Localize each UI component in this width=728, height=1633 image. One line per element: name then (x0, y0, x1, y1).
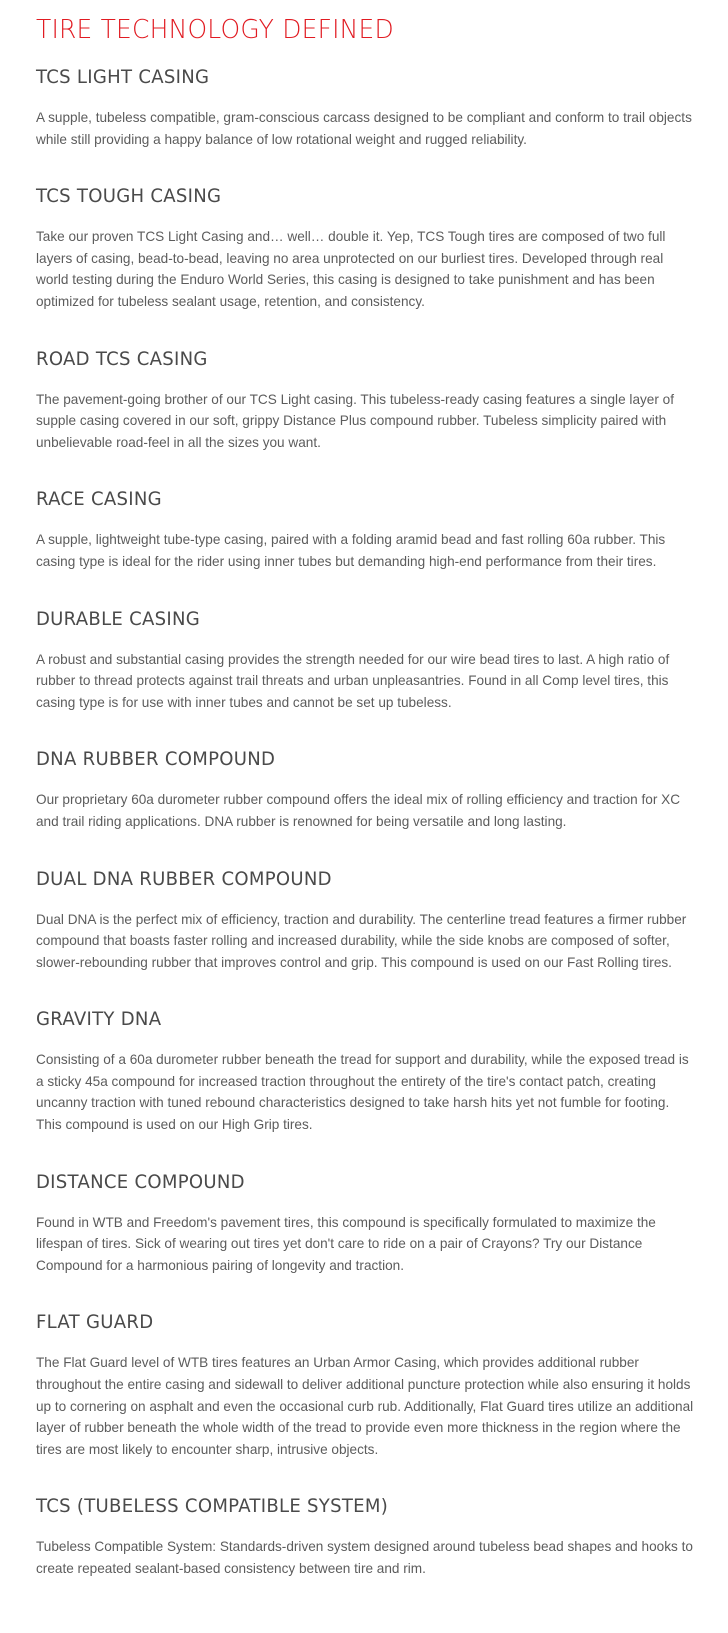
section-body: Dual DNA is the perfect mix of efficiency, traction and durability. The centerline tread features a firmer rubber compound that boasts faster rolling and increased durability, while the side knobs are composed of softer, slower-rebounding rubber that improves control and grip. This compound is used on our Fast Rolling tires. (36, 911, 687, 970)
section-body: Our proprietary 60a durometer rubber compound offers the ideal mix of rolling efficiency and traction for XC and trail riding applications. DNA rubber is renowned for being versatile and long lasting. (36, 792, 681, 829)
section-durable-casing (36, 606, 692, 714)
section-heading: RACE CASING (36, 488, 162, 511)
section-heading: DURABLE CASING (36, 607, 201, 630)
page-title: TIRE TECHNOLOGY DEFINED (36, 15, 394, 45)
section-heading: DNA RUBBER COMPOUND (36, 748, 276, 771)
section-body: Consisting of a 60a durometer rubber beneath the tread for support and durability, while the exposed tread is a sticky 45a compound for increased traction throughout the entirety of the tire's contact patch, creating uncanny traction with tuned rebound characteristics designed to take harsh hits yet not fumble for footing. This compound is used on our High Grip tires. (36, 1052, 689, 1133)
section-road-tcs-casing (36, 346, 692, 454)
section-body: The pavement-going brother of our TCS Light casing. This tubeless-ready casing features a single layer of supple casing covered in our soft, grippy Distance Plus compound rubber. Tubeless simplicity paired with unbelievable road-feel in all the sizes you want. (36, 391, 674, 450)
section-heading: TCS LIGHT CASING (36, 66, 210, 88)
section-gravity-dna (36, 1006, 692, 1135)
section-heading: FLAT GUARD (36, 1311, 154, 1334)
section-heading: GRAVITY DNA (36, 1008, 162, 1031)
section-tcs-tough-casing (36, 183, 692, 312)
section-tcs-light-casing (36, 64, 692, 150)
section-body: A robust and substantial casing provides the strength needed for our wire bead tires to last. A high ratio of rubber to thread protects against trail threats and urban unpleasantries. Found in all Comp level tires, this casing type is for use with inner tubes and cannot be set up tubeless. (36, 651, 670, 710)
section-body: Tubeless Compatible System: Standards-driven system designed around tubeless bead shapes and hooks to create repeated sealant-based consistency between tire and rim. (36, 1539, 693, 1576)
section-heading: ROAD TCS CASING (36, 347, 208, 370)
section-heading: DISTANCE COMPOUND (36, 1170, 245, 1193)
section-flat-guard (36, 1309, 692, 1460)
section-dna-rubber-compound (36, 746, 692, 832)
section-body: A supple, lightweight tube-type casing, paired with a folding aramid bead and fast rolling 60a rubber. This casing type is ideal for the rider using inner tubes but demanding high-end performance from their tires. (36, 532, 666, 569)
section-race-casing (36, 486, 692, 572)
section-distance-compound (36, 1169, 692, 1277)
section-heading: TCS TOUGH CASING (36, 185, 222, 208)
section-body: Found in WTB and Freedom's pavement tires, this compound is specifically formulated to maximize the lifespan of tires. Sick of wearing out tires yet don't care to ride on a pair of Crayons? Try our Distance Compound for a harmonious pairing of longevity and traction. (36, 1214, 656, 1273)
section-body: The Flat Guard level of WTB tires features an Urban Armor Casing, which provides additional rubber throughout the entire casing and sidewall to deliver additional puncture protection while also ensuring it holds up to cornering on asphalt and even the occasional curb rub. Additionally, Flat Guard tires utilize an additional layer of rubber beneath the whole width of the tread to provide even more thickness in the region where the tires are most likely to encounter sharp, intrusive objects. (36, 1355, 694, 1457)
section-tcs-tubeless-compatible-system (36, 1493, 692, 1579)
section-body: A supple, tubeless compatible, gram-conscious carcass designed to be compliant and conform to trail objects while still providing a happy balance of low rotational weight and rugged reliability. (36, 110, 692, 147)
section-heading: TCS (TUBELESS COMPATIBLE SYSTEM) (36, 1495, 389, 1518)
section-dual-dna-rubber-compound (36, 866, 692, 974)
section-heading: DUAL DNA RUBBER COMPOUND (36, 867, 332, 890)
section-body: Take our proven TCS Light Casing and… well… double it. Yep, TCS Tough tires are composed of two full layers of casing, bead-to-bead, leaving no area unprotected on our burliest tires. Developed through real world testing during the Enduro World Series, this casing is designed to take punishment and has been optimized for tubeless sealant usage, retention, and consistency. (36, 229, 666, 309)
